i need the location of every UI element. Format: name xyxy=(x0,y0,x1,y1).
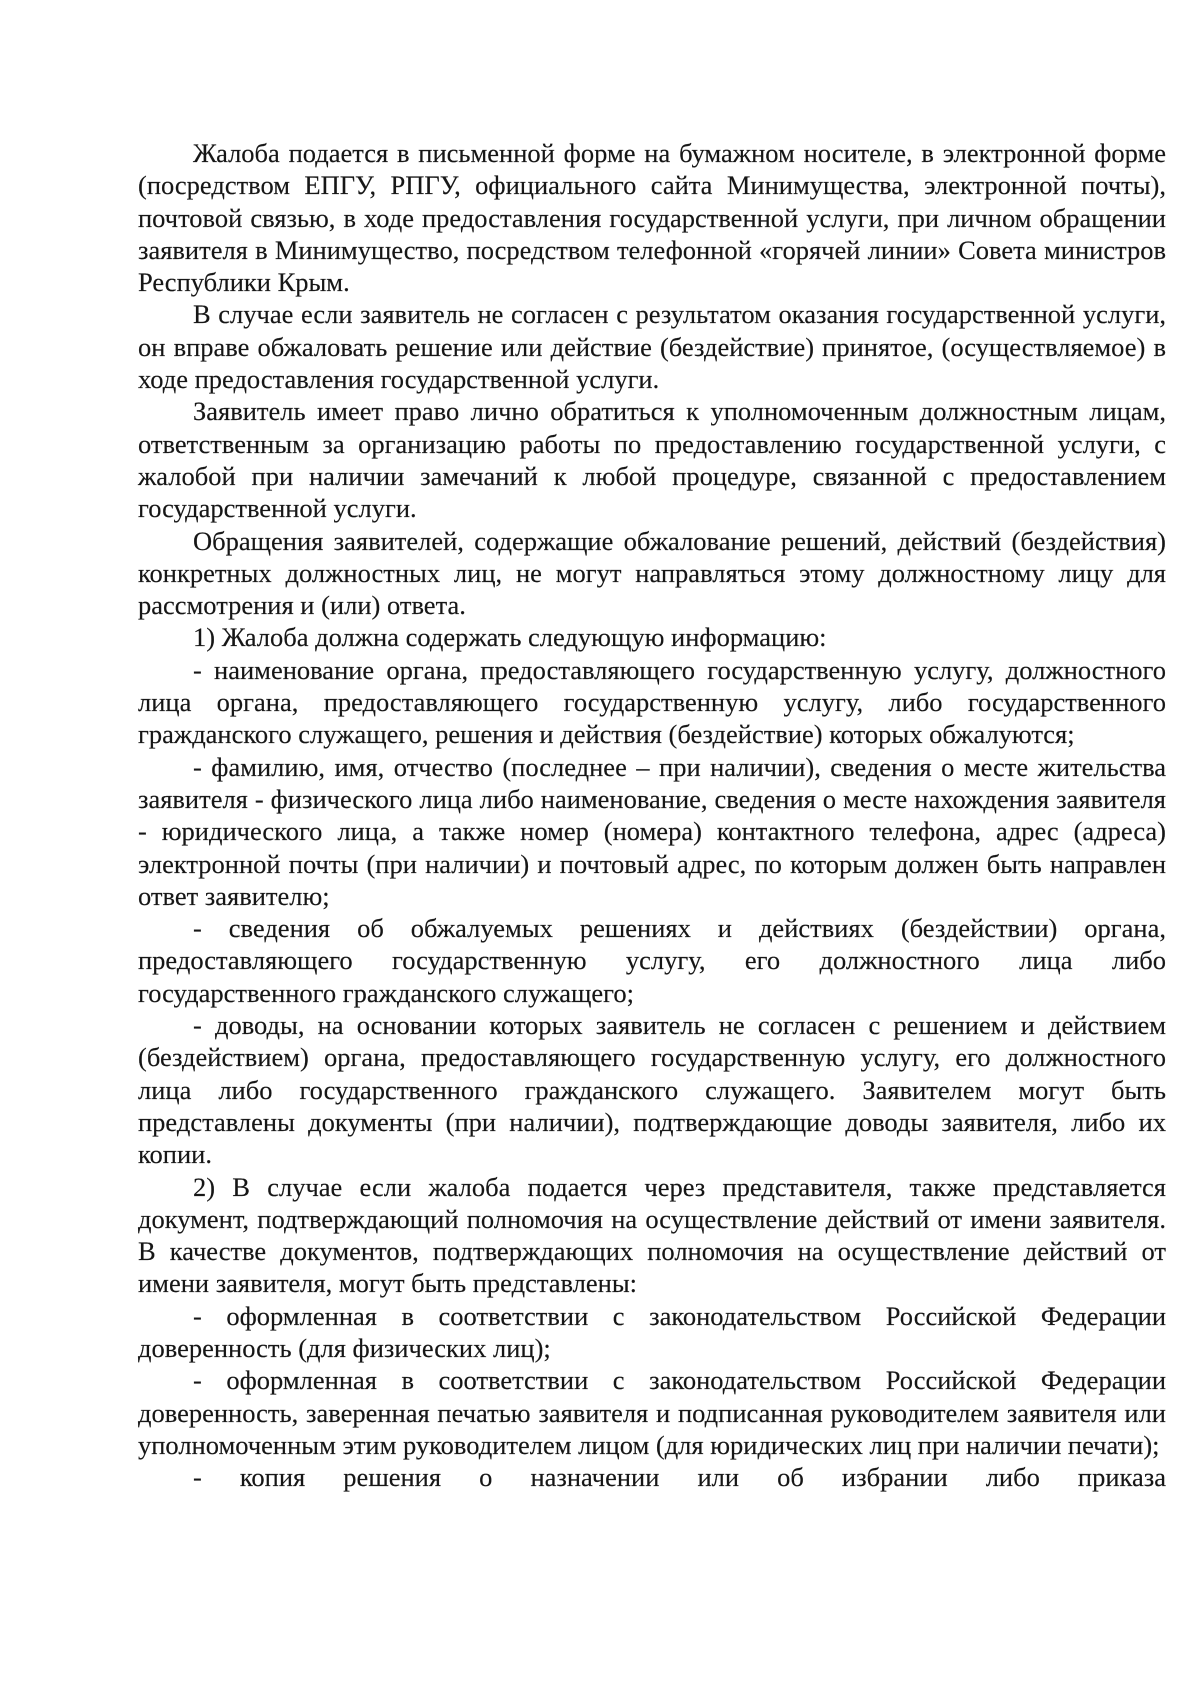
paragraph-complaint-submission: Жалоба подается в письменной форме на бумажном носителе, в электронной форме (посредством ЕПГУ, РПГУ, официального сайта Минимущества, электронной почты), почтовой связью, в ходе предоставления государственной услуги, при личном обращении заявителя в Минимущество, посредством телефонной «горячей линии» Совета министров Республики Крым. xyxy=(138,138,1166,298)
list-item-appointment-decision-copy: - копия решения о назначении или об избрании либо приказа xyxy=(193,1462,1166,1493)
paragraph-representative: 2) В случае если жалоба подается через представителя, также представляется документ, подтверждающий полномочия на осуществление действий от имени заявителя. В качестве документов, подтверждающих полномочия на осуществление действий от имени заявителя, могут быть представлены: xyxy=(138,1171,1166,1299)
list-item-authority-name: - наименование органа, предоставляющего государственную услугу, должностного лица органа, предоставляющего государственную услугу, либо государственного гражданского служащего, решения и действия (бездействие) которых обжалуются; xyxy=(138,654,1166,750)
paragraph-appeals-restriction: Обращения заявителей, содержащие обжалование решений, действий (бездействия) конкретных должностных лиц, не могут направляться этому должностному лицу для рассмотрения и (или) ответа. xyxy=(138,525,1166,621)
list-item-power-of-attorney-individuals: - оформленная в соответствии с законодательством Российской Федерации доверенность (для физических лиц); xyxy=(138,1300,1166,1363)
paragraph-personal-appeal: Заявитель имеет право лично обратиться к уполномоченным должностным лицам, ответственным за организацию работы по предоставлению государственной услуги, с жалобой при наличии замечаний к любой процедуре, связанной с предоставлением государственной услуги. xyxy=(138,396,1166,524)
paragraph-disagreement-appeal: В случае если заявитель не согласен с результатом оказания государственной услуги, он вправе обжаловать решение или действие (бездействие) принятое, (осуществляемое) в ходе предоставления государственной услуги. xyxy=(138,299,1166,395)
list-item-applicant-details: - фамилию, имя, отчество (последнее – при наличии), сведения о месте жительства заявителя - физического лица либо наименование, сведения о месте нахождения заявителя - юридического лица, а также номер (номера) контактного телефона, адрес (адреса) электронной почты (при наличии) и почтовый адрес, по которым должен быть направлен ответ заявителю; xyxy=(138,751,1166,911)
list-item-appealed-decisions: - сведения об обжалуемых решениях и действиях (бездействии) органа, предоставляющего государственную услугу, его должностного лица либо государственного гражданского служащего; xyxy=(138,913,1166,1008)
document-body xyxy=(138,137,1166,1493)
list-item-arguments: - доводы, на основании которых заявитель не согласен с решением и действием (бездействием) органа, предоставляющего государственную услугу, его должностного лица либо государственного гражданского служащего. Заявителем могут быть представлены документы (при наличии), подтверждающие доводы заявителя, либо их копии. xyxy=(138,1010,1166,1170)
list-item-power-of-attorney-legal-entities: - оформленная в соответствии с законодательством Российской Федерации доверенность, заверенная печатью заявителя и подписанная руководителем заявителя или уполномоченным этим руководителем лицом (для юридических лиц при наличии печати); xyxy=(138,1365,1166,1460)
paragraph-complaint-contents-intro: 1) Жалоба должна содержать следующую информацию: xyxy=(193,622,827,653)
